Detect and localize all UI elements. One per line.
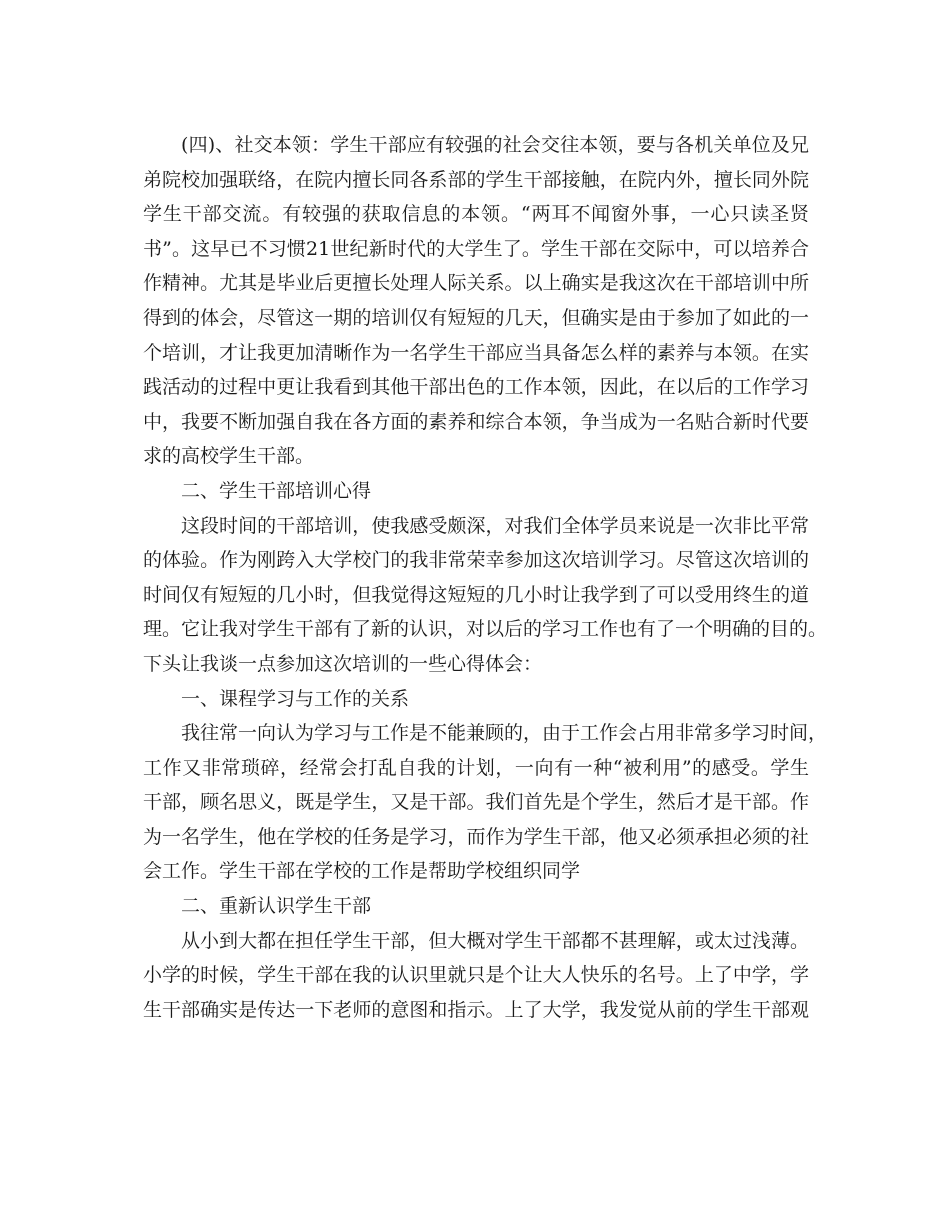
text-line: 的体验。作为刚跨入大学校门的我非常荣幸参加这次培训学习。尽管这次培训的 <box>143 549 809 572</box>
section-heading <box>143 682 809 717</box>
text-line: 求的高校学生干部。 <box>143 445 315 468</box>
text-line: 为一名学生，他在学校的任务是学习，而作为学生干部，他又必须承担必须的社 <box>143 825 809 848</box>
paragraph-rethinking-cadres <box>143 924 809 1028</box>
heading-training-experience: 二、学生干部培训心得 <box>181 479 372 502</box>
heading-study-and-work: 一、课程学习与工作的关系 <box>181 687 410 710</box>
document-body <box>143 128 828 1027</box>
text-line: 干部，顾名思义，既是学生，又是干部。我们首先是个学生，然后才是干部。作 <box>143 791 809 814</box>
section-heading <box>143 474 809 509</box>
text-line: 我往常一向认为学习与工作是不能兼顾的，由于工作会占用非常多学习时间， <box>181 722 828 745</box>
text-line: 理。它让我对学生干部有了新的认识，对以后的学习工作也有了一个明确的目的。 <box>143 618 828 641</box>
text-line: 践活动的过程中更让我看到其他干部出色的工作本领，因此，在以后的工作学习 <box>143 376 809 399</box>
text-line: 工作又非常琐碎，经常会打乱自我的计划，一向有一种“被利用”的感受。学生 <box>143 756 809 779</box>
text-line: 学生干部交流。有较强的获取信息的本领。“两耳不闻窗外事，一心只读圣贤 <box>143 203 809 226</box>
text-line: 生干部确实是传达一下老师的意图和指示。上了大学，我发觉从前的学生干部观 <box>143 998 809 1021</box>
text-line: 弟院校加强联络，在院内擅长同各系部的学生干部接触，在院内外，擅长同外院 <box>143 168 809 191</box>
paragraph-training-experience <box>143 509 828 682</box>
paragraph-social-skills <box>143 128 809 474</box>
text-line: 中，我要不断加强自我在各方面的素养和综合本领，争当成为一名贴合新时代要 <box>143 410 809 433</box>
text-line: 个培训，才让我更加清晰作为一名学生干部应当具备怎么样的素养与本领。在实 <box>143 341 809 364</box>
paragraph-study-and-work <box>143 716 828 889</box>
text-line: 得到的体会，尽管这一期的培训仅有短短的几天，但确实是由于参加了如此的一 <box>143 306 809 329</box>
text-line: 作精神。尤其是毕业后更擅长处理人际关系。以上确实是我这次在干部培训中所 <box>143 272 809 295</box>
heading-rethinking-cadres: 二、重新认识学生干部 <box>181 895 372 918</box>
text-line: 会工作。学生干部在学校的工作是帮助学校组织同学 <box>143 860 581 883</box>
text-line: 从小到大都在担任学生干部，但大概对学生干部都不甚理解，或太过浅薄。 <box>181 929 809 952</box>
text-line: (四)、社交本领：学生干部应有较强的社会交往本领，要与各机关单位及兄 <box>181 134 809 156</box>
text-line: 时间仅有短短的几小时，但我觉得这短短的几小时让我学到了可以受用终生的道 <box>143 583 809 606</box>
text-line: 小学的时候，学生干部在我的认识里就只是个让大人快乐的名号。上了中学，学 <box>143 964 809 987</box>
text-line: 这段时间的干部培训，使我感受颇深，对我们全体学员来说是一次非比平常 <box>181 514 809 537</box>
text-line: 书”。这早已不习惯21世纪新时代的大学生了。学生干部在交际中，可以培养合 <box>143 237 809 260</box>
text-line: 下头让我谈一点参加这次培训的一些心得体会： <box>143 652 543 675</box>
section-heading <box>143 889 809 924</box>
